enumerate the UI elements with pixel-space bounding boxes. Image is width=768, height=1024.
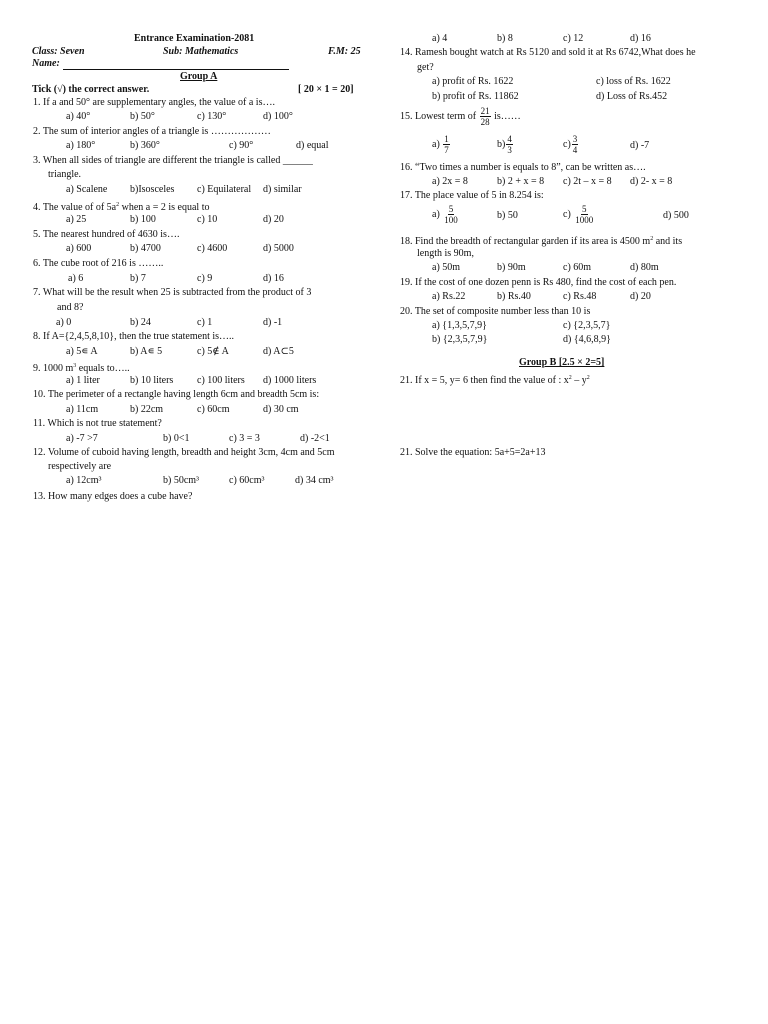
exam-title: Entrance Examination-2081: [134, 33, 255, 44]
q15-text-pre: 15. Lowest term of: [400, 111, 477, 122]
q18-text-post: and its: [653, 236, 683, 247]
q5-option-a: a) 600: [66, 243, 92, 254]
q19-option-c: c) Rs.48: [563, 291, 597, 302]
q13-option-d: d) 16: [630, 33, 651, 44]
question-1: 1. If a and 50° are supplementary angles, the value of a is….: [33, 97, 275, 108]
q3-option-a: a) Scalene: [66, 184, 108, 195]
q11-option-a: a) -7 >7: [66, 433, 98, 444]
name-line: [63, 60, 289, 70]
question-17: 17. The place value of 5 in 8.254 is:: [400, 190, 544, 201]
q7-option-d: d) -1: [263, 317, 283, 328]
q17-a-label: a): [432, 209, 440, 220]
q9-option-d: d) 1000 liters: [263, 375, 317, 386]
question-8: 8. If A={2,4,5,8,10}, then the true statement is…..: [33, 331, 235, 342]
q4-option-a: a) 25: [66, 214, 87, 225]
q17-a-denominator: 100: [444, 215, 458, 226]
q15-fraction: [480, 106, 491, 127]
q14-option-a: a) profit of Rs. 1622: [432, 76, 514, 87]
q14-option-d: d) Loss of Rs.452: [596, 91, 668, 102]
q1-option-a: a) 40°: [66, 111, 91, 122]
q15-text-post: is……: [494, 111, 521, 122]
q9-option-c: c) 100 liters: [197, 375, 245, 386]
q4-option-b: b) 100: [130, 214, 156, 225]
q8-option-d: d) A⊂5: [263, 346, 294, 357]
q19-option-a: a) Rs.22: [432, 291, 466, 302]
q4-option-d: d) 20: [263, 214, 284, 225]
q15-b-fraction: [506, 134, 513, 155]
q10-option-a: a) 11cm: [66, 404, 99, 415]
question-12: 12. Volume of cuboid having length, breadth and height 3cm, 4cm and 5cm: [33, 447, 335, 458]
q15-b-label: b): [497, 139, 506, 150]
name-field: [32, 58, 289, 70]
q6-option-b: b) 7: [130, 273, 146, 284]
q18-text-pre: 18. Find the breadth of rectangular garden if its area is 4500 m: [400, 236, 651, 247]
q4-text-post: when a = 2 is equal to: [119, 202, 210, 213]
question-11: 11. Which is not true statement?: [33, 418, 162, 429]
q3-option-d: d) similar: [263, 184, 302, 195]
q12-option-a: a) 12cm³: [66, 475, 102, 486]
question-3-cont: triangle.: [48, 169, 82, 180]
name-label: Name:: [32, 58, 60, 69]
q17-a-numerator: 5: [448, 204, 454, 215]
q10-option-b: b) 22cm: [130, 404, 164, 415]
q1-option-b: b) 50°: [130, 111, 155, 122]
q15-option-b: [497, 134, 514, 156]
question-16: 16. “Two times a number is equals to 8”, can be written as….: [400, 162, 646, 173]
q14-option-b: b) profit of Rs. 11862: [432, 91, 519, 102]
question-13: 13. How many edges does a cube have?: [33, 491, 193, 502]
question-15: [400, 106, 521, 128]
q7-option-c: c) 1: [197, 317, 213, 328]
q8-option-b: b) A∊ 5: [130, 346, 163, 357]
q11-option-b: b) 0<1: [163, 433, 190, 444]
question-9: [33, 360, 130, 375]
q2-option-d: d) equal: [296, 140, 329, 151]
q15-c-numerator: 3: [572, 134, 578, 145]
q6-option-d: d) 16: [263, 273, 284, 284]
q18-option-b: b) 90m: [497, 262, 526, 273]
q17-option-a: [432, 204, 460, 226]
q1-option-c: c) 130°: [197, 111, 227, 122]
question-7: 7. What will be the result when 25 is subtracted from the product of 3: [33, 287, 312, 298]
q18-option-d: d) 80m: [630, 262, 659, 273]
q17-option-b: b) 50: [497, 210, 518, 221]
q21a-text-mid: – y: [571, 375, 587, 386]
q5-option-c: c) 4600: [197, 243, 228, 254]
q17-c-label: c): [563, 209, 571, 220]
question-12-cont: respectively are: [48, 461, 112, 472]
q21a-x-exponent: 2: [568, 375, 572, 381]
q18-option-c: c) 60m: [563, 262, 592, 273]
question-18-cont: length is 90m,: [417, 248, 474, 259]
q8-option-c: c) 5∉ A: [197, 346, 229, 357]
q1-option-d: d) 100°: [263, 111, 293, 122]
q21a-y-exponent: 2: [586, 375, 590, 381]
question-21b: 21. Solve the equation: 5a+5=2a+13: [400, 447, 546, 458]
q9-text-post: equals to…..: [76, 363, 130, 374]
group-a-marks: [ 20 × 1 = 20]: [298, 84, 354, 95]
q17-option-c: [563, 204, 595, 226]
q15-c-denominator: 4: [572, 145, 578, 156]
q15-b-numerator: 4: [507, 134, 512, 145]
q12-option-d: d) 34 cm³: [295, 475, 334, 486]
q8-option-a: a) 5∊ A: [66, 346, 98, 357]
q4-option-c: c) 10: [197, 214, 218, 225]
q3-option-c: c) Equilateral: [197, 184, 252, 195]
q17-c-denominator: 1000: [575, 215, 594, 226]
question-3: 3. When all sides of triangle are different the triangle is called ______: [33, 155, 313, 166]
q15-a-fraction: [443, 134, 450, 155]
q5-option-b: b) 4700: [130, 243, 161, 254]
question-5: 5. The nearest hundred of 4630 is….: [33, 229, 180, 240]
full-marks-label: F.M: 25: [328, 46, 361, 57]
q20-option-d: d) {4,6,8,9}: [563, 334, 611, 345]
q10-option-c: c) 60cm: [197, 404, 230, 415]
q19-option-d: d) 20: [630, 291, 651, 302]
q15-denominator: 28: [480, 117, 490, 128]
q2-option-c: c) 90°: [229, 140, 254, 151]
instruction: Tick (√) the correct answer.: [32, 84, 150, 95]
q14-option-c: c) loss of Rs. 1622: [596, 76, 671, 87]
q15-option-d: d) -7: [630, 140, 650, 151]
q20-option-a: a) {1,3,5,7,9}: [432, 320, 487, 331]
q15-c-label: c): [563, 139, 571, 150]
q15-a-label: a): [432, 139, 440, 150]
q7-option-b: b) 24: [130, 317, 151, 328]
q15-a-denominator: 7: [444, 145, 449, 156]
q16-option-d: d) 2- x = 8: [630, 176, 673, 187]
q20-option-b: b) {2,3,5,7,9}: [432, 334, 488, 345]
q11-option-d: d) -2<1: [300, 433, 330, 444]
q16-option-a: a) 2x = 8: [432, 176, 468, 187]
q17-c-fraction: [574, 204, 594, 225]
class-label: Class: Seven: [32, 46, 85, 57]
question-19: 19. If the cost of one dozen penn is Rs 480, find the cost of each pen.: [400, 277, 677, 288]
question-6: 6. The cube root of 216 is ……..: [33, 258, 164, 269]
q7-option-a: a) 0: [56, 317, 72, 328]
q15-a-numerator: 1: [444, 134, 449, 145]
q16-option-b: b) 2 + x = 8: [497, 176, 545, 187]
question-21a: [400, 372, 590, 387]
q3-option-b: b)Isosceles: [130, 184, 175, 195]
question-20: 20. The set of composite number less than 10 is: [400, 306, 591, 317]
question-14: 14. Ramesh bought watch at Rs 5120 and sold it at Rs 6742,What does he: [400, 47, 696, 58]
q20-option-c: c) {2,3,5,7}: [563, 320, 611, 331]
q13-option-a: a) 4: [432, 33, 448, 44]
subject-label: Sub: Mathematics: [163, 46, 239, 57]
q16-option-c: c) 2t – x = 8: [563, 176, 612, 187]
q4-exponent: 2: [116, 202, 120, 208]
q9-option-b: b) 10 liters: [130, 375, 174, 386]
q2-option-a: a) 180°: [66, 140, 96, 151]
q2-option-b: b) 360°: [130, 140, 160, 151]
q17-option-d: d) 500: [663, 210, 689, 221]
q9-option-a: a) 1 liter: [66, 375, 100, 386]
question-18: [400, 233, 682, 248]
q19-option-b: b) Rs.40: [497, 291, 531, 302]
q12-option-c: c) 60cm³: [229, 475, 265, 486]
q13-option-c: c) 12: [563, 33, 584, 44]
q15-numerator: 21: [480, 106, 490, 117]
question-7-cont: and 8?: [57, 302, 84, 313]
question-4: [33, 199, 209, 214]
q9-text-pre: 9. 1000 m: [33, 363, 74, 374]
q6-option-c: c) 9: [197, 273, 213, 284]
question-2: 2. The sum of interior angles of a triangle is ………………: [33, 126, 271, 137]
q15-c-fraction: [572, 134, 579, 155]
q17-c-numerator: 5: [582, 204, 587, 215]
q15-b-denominator: 3: [507, 145, 512, 156]
group-b-heading: Group B [2.5 × 2=5]: [519, 357, 605, 368]
q18-exponent: 2: [650, 236, 654, 242]
q11-option-c: c) 3 = 3: [229, 433, 260, 444]
q12-option-b: b) 50cm³: [163, 475, 200, 486]
q15-option-c: [563, 134, 579, 156]
q5-option-d: d) 5000: [263, 243, 294, 254]
question-10: 10. The perimeter of a rectangle having length 6cm and breadth 5cm is:: [33, 389, 320, 400]
q18-option-a: a) 50m: [432, 262, 461, 273]
q10-option-d: d) 30 cm: [263, 404, 299, 415]
q21a-text-pre: 21. If x = 5, y= 6 then find the value of : x: [400, 375, 569, 386]
q15-option-a: [432, 134, 451, 156]
group-a-heading: Group A: [180, 71, 218, 82]
question-14-cont: get?: [417, 62, 434, 73]
q4-text-pre: 4. The value of of 5a: [33, 202, 117, 213]
q13-option-b: b) 8: [497, 33, 513, 44]
q17-a-fraction: [443, 204, 459, 225]
q9-exponent: 3: [73, 363, 77, 369]
q6-option-a: a) 6: [68, 273, 84, 284]
